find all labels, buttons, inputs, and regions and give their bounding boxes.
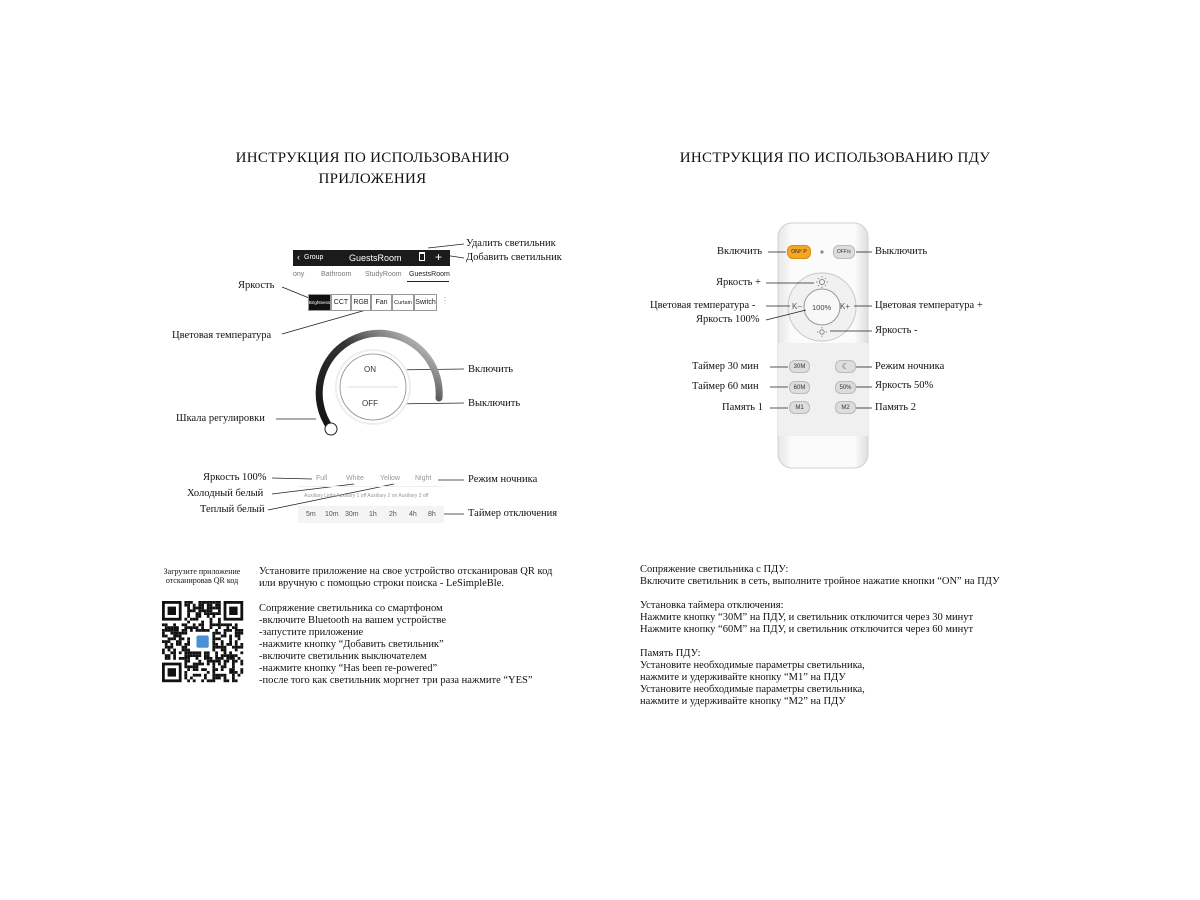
segment-switch[interactable]: Switch [414, 294, 437, 311]
remote-m1-button[interactable]: M1 [789, 401, 810, 414]
dial-off-button[interactable]: OFF [362, 399, 378, 408]
mode-white[interactable]: White [346, 475, 364, 482]
r-callout-ct-minus: Цветовая температура - [650, 300, 756, 311]
timer-30m[interactable]: 30m [345, 511, 359, 518]
callout-night: Режим ночника [468, 474, 538, 485]
r-callout-timer60: Таймер 60 мин [692, 381, 759, 392]
back-button[interactable]: Group [304, 254, 324, 261]
r-callout-off: Выключить [875, 246, 928, 257]
remote-center-label: 100% [812, 303, 832, 312]
callout-bright100: Яркость 100% [203, 472, 267, 483]
plus-icon[interactable]: + [435, 250, 443, 264]
tab-room-1[interactable]: ony [293, 271, 305, 278]
qr-caption: Загрузите приложение отсканировав QR код [163, 567, 241, 585]
remote-on-button[interactable]: ON/º P [787, 245, 811, 259]
moon-icon: ☾ [841, 362, 850, 371]
r-callout-mem1: Память 1 [722, 402, 763, 413]
timer-1h[interactable]: 1h [369, 511, 377, 518]
segment-cct[interactable]: CCT [331, 294, 351, 311]
remote-60m-button[interactable]: 60M [789, 381, 810, 394]
timer-2h[interactable]: 2h [389, 511, 397, 518]
callout-timer-off: Таймер отключения [468, 508, 558, 519]
callout-warm-white: Теплый белый [200, 504, 265, 515]
r-callout-bright-plus: Яркость + [716, 277, 761, 288]
timer-10m[interactable]: 10m [325, 511, 339, 518]
timer-8h[interactable]: 8h [428, 511, 436, 518]
segment-fan[interactable]: Fan [371, 294, 392, 311]
remote-night-button[interactable] [835, 360, 856, 373]
r-callout-bright-minus: Яркость - [875, 325, 918, 336]
chevron-left-icon[interactable]: ‹ [297, 252, 300, 262]
r-callout-mem2: Память 2 [875, 402, 916, 413]
r-callout-bright50: Яркость 50% [875, 380, 934, 391]
remote-k-plus-button[interactable]: K+ [840, 302, 851, 311]
pairing-text: Сопряжение светильника со смартфоном -включите Bluetooth на вашем устройстве -запустите приложение -нажмите кнопку “Добавить светильник” -включите светильник выключателем -нажмите кнопку “Has been re-powered” -после того как светильник моргнет три раза нажмите “YES” [259, 603, 533, 686]
room-title: GuestsRoom [349, 253, 402, 263]
remote-off-button[interactable]: OFF/≡ [833, 245, 855, 259]
more-icon[interactable]: ⋮ [441, 296, 449, 305]
remote-instructions-text: Сопряжение светильника с ПДУ: Включите светильник в сеть, выполните тройное нажатие кнопки “ON” на ПДУ Установка таймера отключения: Нажмите кнопку “30M” на ПДУ, и светильник отключится через 30 минут Нажмите кнопку “60M” на ПДУ, и светильник отключится через 60 минут Память ПДУ: Установите необходимые параметры светильника, нажмите и удерживайте кнопку “M1” на ПДУ Установите необходимые параметры светильника, нажмите и удерживайте кнопку “M2” на ПДУ [640, 564, 1000, 707]
install-text: Установите приложение на свое устройство отсканировав QR код или вручную с помощью строки поиска - LeSimpleBle. [259, 566, 553, 589]
remote-30m-button[interactable]: 30M [789, 360, 810, 373]
callout-on: Включить [468, 364, 514, 375]
r-callout-on: Включить [717, 246, 763, 257]
tab-studyroom[interactable]: StudyRoom [365, 271, 402, 278]
dial-on-button[interactable]: ON [364, 365, 376, 374]
left-title: ИНСТРУКЦИЯ ПО ИСПОЛЬЗОВАНИЮ ПРИЛОЖЕНИЯ [235, 150, 510, 187]
auxiliary-row[interactable]: Auxiliary Light Auxiliary 1 off Auxiliary 2 on Auxiliary 3 off [304, 493, 429, 499]
callout-off: Выключить [468, 398, 521, 409]
right-title: ИНСТРУКЦИЯ ПО ИСПОЛЬЗОВАНИЮ ПДУ [679, 150, 991, 166]
timer-4h[interactable]: 4h [409, 511, 417, 518]
callout-add: Добавить светильник [466, 252, 562, 263]
remote-indicator-dot [820, 250, 823, 253]
mode-full[interactable]: Full [316, 475, 328, 482]
segment-rgb[interactable]: RGB [351, 294, 371, 311]
tab-bathroom[interactable]: Bathroom [321, 271, 352, 278]
remote-k-minus-button[interactable]: K– [792, 302, 802, 311]
mode-yellow[interactable]: Yellow [380, 475, 400, 482]
callout-cold-white: Холодный белый [187, 488, 264, 499]
tab-guestsroom[interactable]: GuestsRoom [409, 271, 450, 278]
callout-color-temp: Цветовая температура [172, 330, 272, 341]
mode-night[interactable]: Night [415, 475, 432, 482]
callout-delete: Удалить светильник [466, 238, 556, 249]
remote-m2-button[interactable]: M2 [835, 401, 856, 414]
remote-50-button[interactable]: 50% [835, 381, 856, 394]
segment-brightness[interactable]: Brightness [308, 294, 331, 311]
r-callout-night: Режим ночника [875, 361, 945, 372]
r-callout-timer30: Таймер 30 мин [692, 361, 759, 372]
timer-5m[interactable]: 5m [306, 511, 316, 518]
callout-scale: Шкала регулировки [176, 413, 265, 424]
callout-brightness: Яркость [238, 280, 275, 291]
r-callout-ct-plus: Цветовая температура + [875, 300, 983, 311]
r-callout-bright100: Яркость 100% [696, 314, 760, 325]
segment-curtain[interactable]: Curtain [392, 294, 414, 311]
